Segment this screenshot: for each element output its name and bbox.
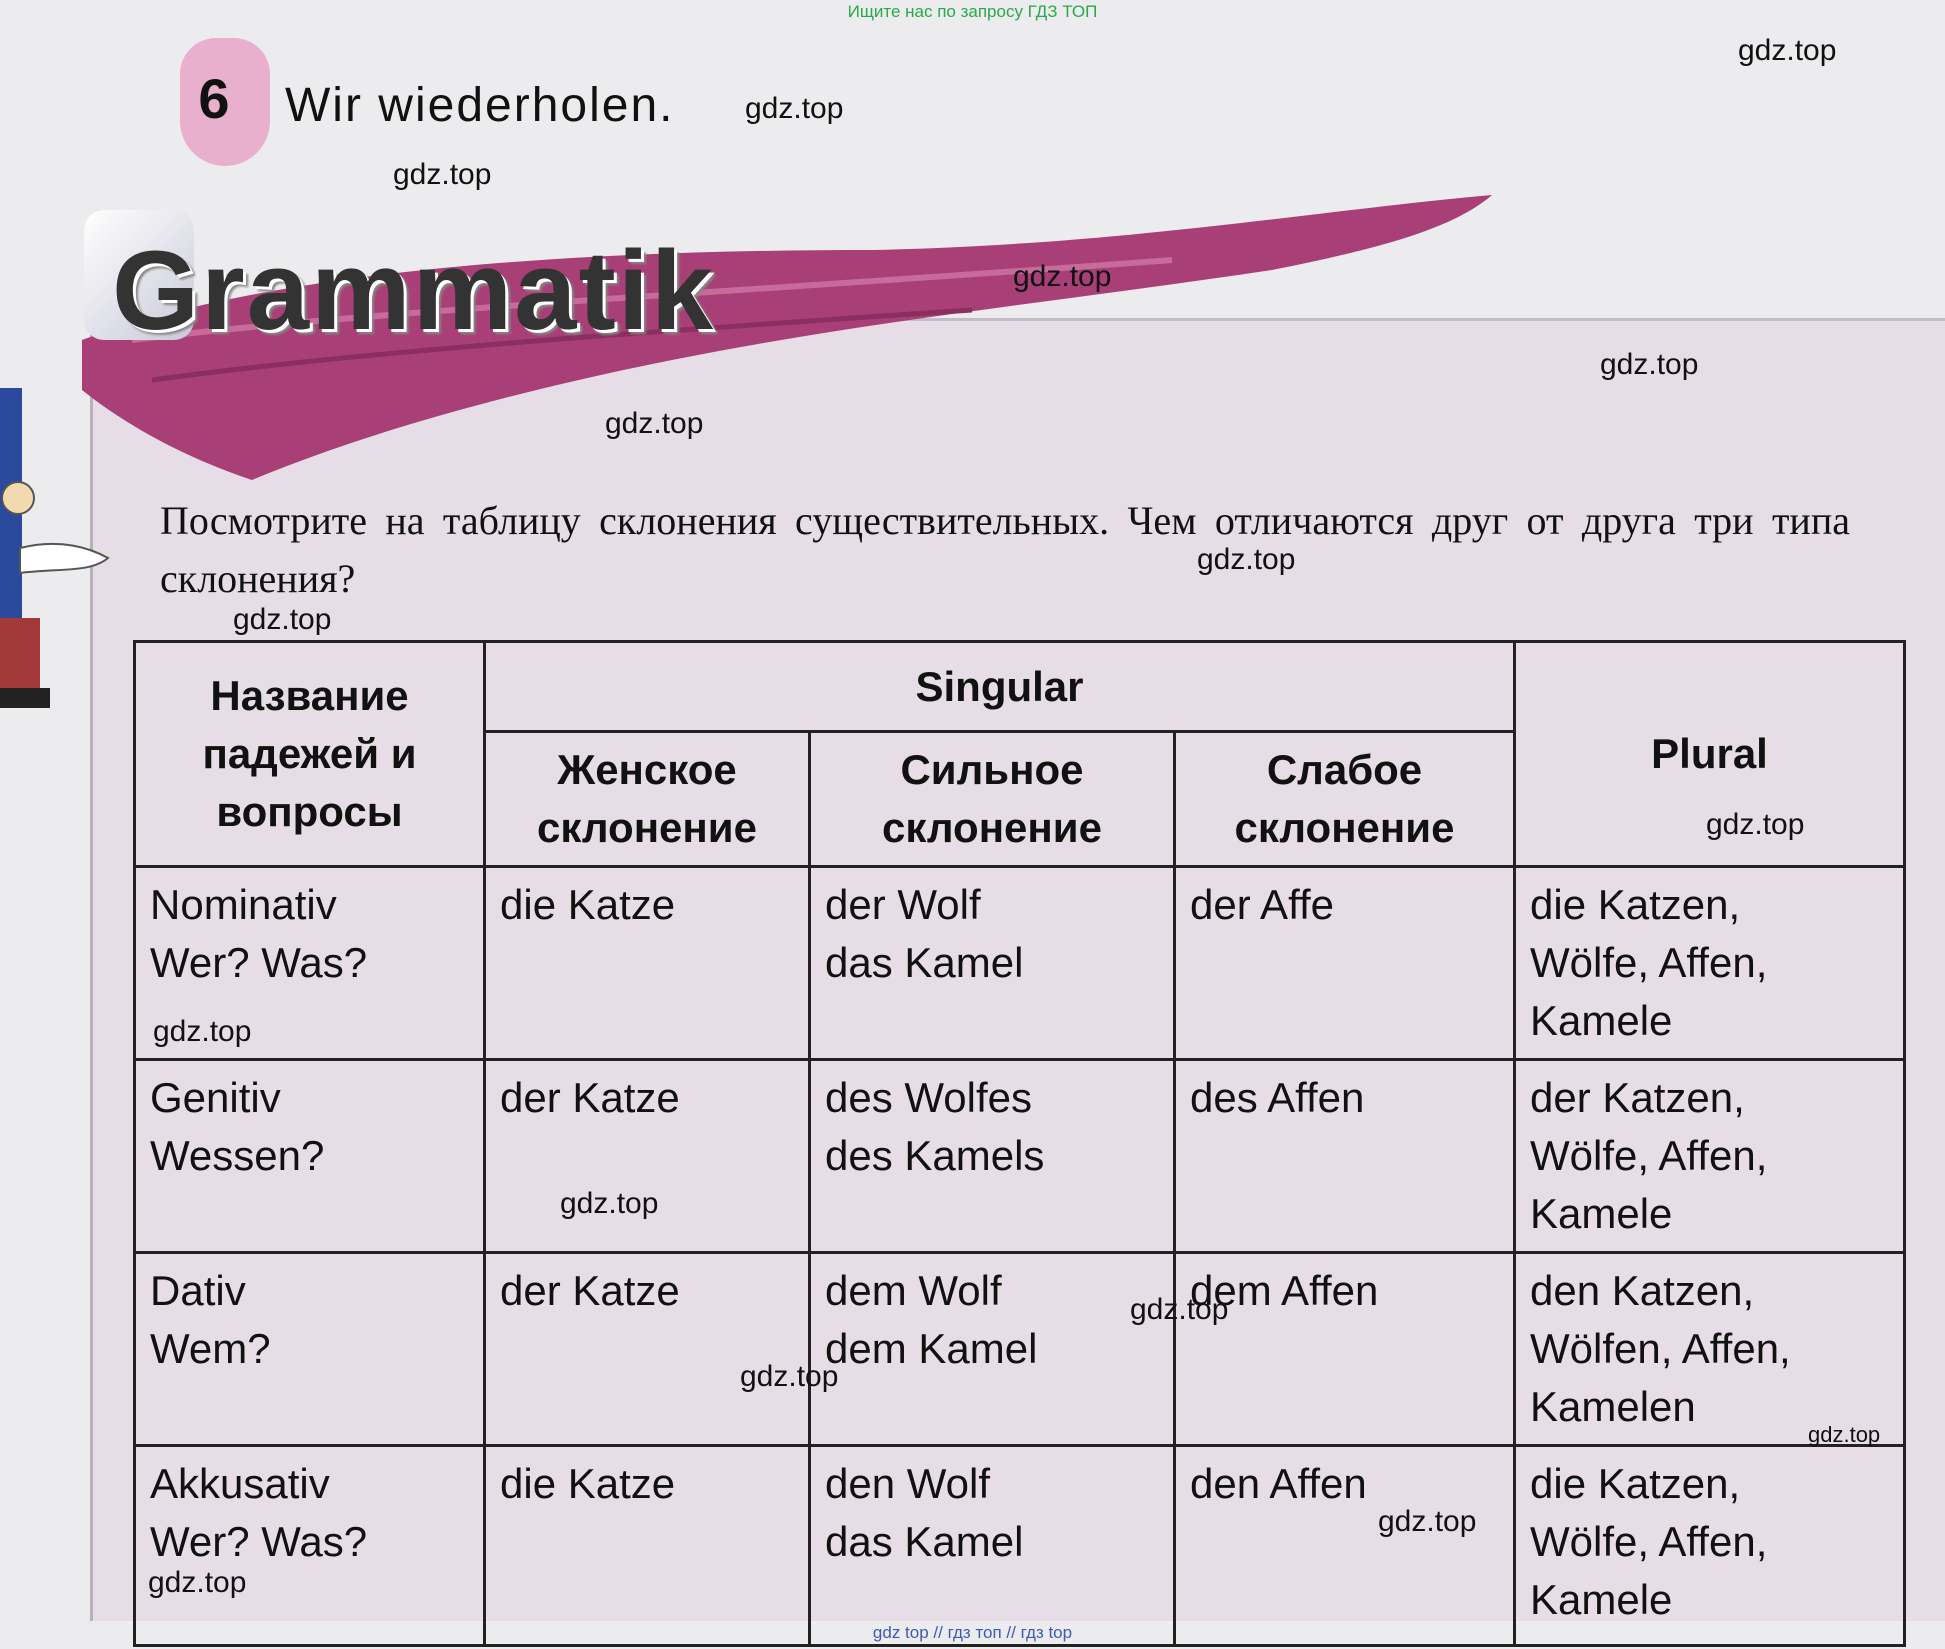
- section-title: Grammatik: [112, 228, 716, 353]
- strong-cell: [810, 1060, 1175, 1253]
- lesson-number: 6: [198, 67, 230, 130]
- header-line: склонение: [882, 804, 1102, 851]
- cell-line: dem Affen: [1190, 1267, 1379, 1314]
- watermark: gdz.top: [605, 407, 704, 440]
- weak-cell: [1175, 1060, 1515, 1253]
- case-cell: [135, 1446, 485, 1646]
- watermark: gdz.top: [153, 1015, 252, 1048]
- cell-line: Kamele: [1530, 1576, 1673, 1623]
- case-name: Nominativ: [150, 881, 337, 928]
- declension-table: [133, 640, 1906, 1647]
- feminine-cell: [485, 1253, 810, 1446]
- cell-line: Wölfe, Affen,: [1530, 1132, 1768, 1179]
- cell-line: den Affen: [1190, 1460, 1367, 1507]
- watermark: gdz.top: [393, 158, 492, 191]
- header-line: Женское: [557, 746, 737, 793]
- watermark: gdz.top: [1378, 1505, 1477, 1538]
- case-name: Dativ: [150, 1267, 246, 1314]
- header-feminine: [485, 732, 810, 867]
- cell-line: das Kamel: [825, 939, 1024, 986]
- watermark: gdz.top: [1197, 543, 1296, 576]
- header-line: Название: [210, 672, 409, 719]
- plural-cell: [1515, 1060, 1905, 1253]
- table-row: [135, 1253, 1905, 1446]
- cell-line: Kamele: [1530, 1190, 1673, 1237]
- cell-line: der Katzen,: [1530, 1074, 1745, 1121]
- header-line: склонение: [1234, 804, 1455, 851]
- header-line: Сильное: [900, 746, 1084, 793]
- feminine-cell: [485, 867, 810, 1060]
- header-line: вопросы: [216, 788, 403, 835]
- cell-line: die Katze: [500, 881, 676, 928]
- weak-cell: [1175, 1253, 1515, 1446]
- header-plural: Plural: [1515, 642, 1905, 867]
- watermark: gdz.top: [740, 1360, 839, 1393]
- cell-line: die Katzen,: [1530, 881, 1741, 928]
- cell-line: das Kamel: [825, 1518, 1024, 1565]
- cell-line: dem Kamel: [825, 1325, 1038, 1372]
- case-question: Wer? Was?: [150, 939, 368, 986]
- header-strong: [810, 732, 1175, 867]
- table-row: [135, 1060, 1905, 1253]
- cell-line: Wölfe, Affen,: [1530, 939, 1768, 986]
- cell-line: den Katzen,: [1530, 1267, 1755, 1314]
- watermark: gdz.top: [148, 1566, 247, 1599]
- plural-cell: [1515, 867, 1905, 1060]
- watermark: gdz.top: [1013, 260, 1112, 293]
- watermark: gdz.top: [745, 92, 844, 125]
- cell-line: des Kamels: [825, 1132, 1045, 1179]
- toy-soldier-figure: [0, 388, 110, 718]
- weak-cell: [1175, 867, 1515, 1060]
- plural-cell: [1515, 1253, 1905, 1446]
- case-name: Genitiv: [150, 1074, 281, 1121]
- watermark: gdz.top: [233, 603, 332, 636]
- feminine-cell: [485, 1060, 810, 1253]
- case-cell: [135, 1253, 485, 1446]
- header-weak: [1175, 732, 1515, 867]
- cell-line: des Affen: [1190, 1074, 1365, 1121]
- strong-cell: [810, 1253, 1175, 1446]
- table-row: [135, 867, 1905, 1060]
- watermark: gdz.top: [1808, 1422, 1881, 1447]
- watermark: gdz.top: [1738, 34, 1837, 67]
- case-question: Wer? Was?: [150, 1518, 368, 1565]
- instructions-text: Посмотрите на таблицу склонения существительных. Чем отличаются друг от друга три типа склонения?: [160, 498, 1850, 601]
- table-row: [135, 1446, 1905, 1646]
- cell-line: Wölfe, Affen,: [1530, 1518, 1768, 1565]
- bottom-banner[interactable]: gdz top // гдз топ // гдз top: [872, 1623, 1073, 1642]
- watermark: gdz.top: [1130, 1293, 1229, 1326]
- cell-line: die Katzen,: [1530, 1460, 1741, 1507]
- cell-line: Kamele: [1530, 997, 1673, 1044]
- cell-line: der Wolf: [825, 881, 981, 928]
- top-banner[interactable]: Ищите нас по запросу ГДЗ ТОП: [847, 2, 1098, 21]
- strong-cell: [810, 867, 1175, 1060]
- cell-line: der Katze: [500, 1267, 680, 1314]
- header-line: склонение: [537, 804, 757, 851]
- case-question: Wem?: [150, 1325, 271, 1372]
- cell-line: Wölfen, Affen,: [1530, 1325, 1791, 1372]
- header-case-names: [135, 642, 485, 867]
- strong-cell: [810, 1446, 1175, 1646]
- case-question: Wessen?: [150, 1132, 325, 1179]
- cell-line: des Wolfes: [825, 1074, 1032, 1121]
- cell-line: den Wolf: [825, 1460, 990, 1507]
- cell-line: Kamelen: [1530, 1383, 1696, 1430]
- header-singular: Singular: [485, 642, 1515, 732]
- feminine-cell: [485, 1446, 810, 1646]
- header-line: падежей и: [202, 730, 417, 777]
- watermark: gdz.top: [1600, 348, 1699, 381]
- watermark: gdz.top: [560, 1187, 659, 1220]
- plural-cell: [1515, 1446, 1905, 1646]
- cell-line: der Katze: [500, 1074, 680, 1121]
- cell-line: dem Wolf: [825, 1267, 1002, 1314]
- watermark: gdz.top: [1706, 808, 1805, 841]
- cell-line: die Katze: [500, 1460, 676, 1507]
- header-line: Слабое: [1266, 746, 1423, 793]
- case-name: Akkusativ: [150, 1460, 330, 1507]
- cell-line: der Affe: [1190, 881, 1335, 928]
- weak-cell: [1175, 1446, 1515, 1646]
- case-cell: [135, 1060, 485, 1253]
- lesson-title: Wir wiederholen.: [285, 79, 675, 132]
